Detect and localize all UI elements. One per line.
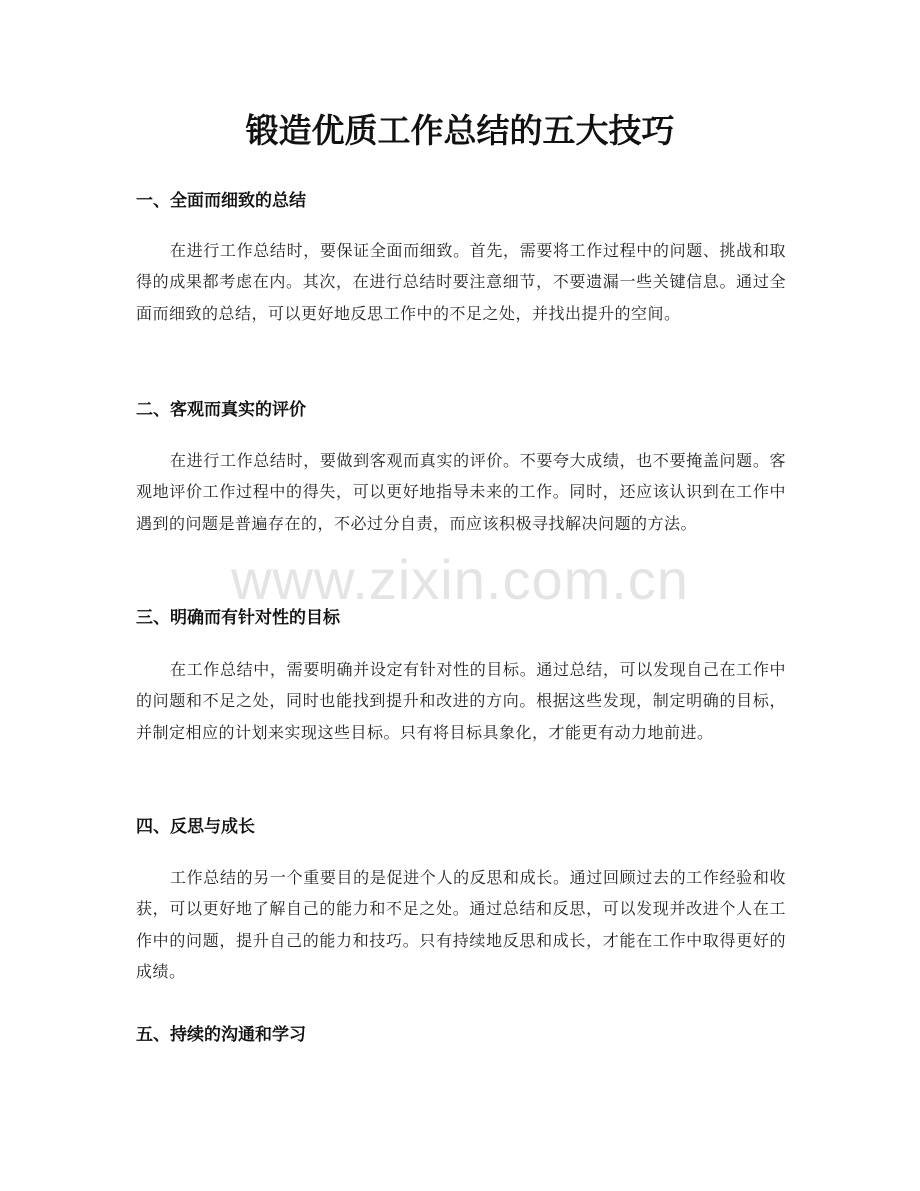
- section-body-3: 在工作总结中，需要明确并设定有针对性的目标。通过总结，可以发现自己在工作中的问题和不足之处，同时也能找到提升和改进的方向。根据这些发现，制定明确的目标，并制定相应的计划来实现这些目标。只有将目标具象化，才能更有动力地前进。: [136, 660, 786, 742]
- section-heading-5: 五、持续的沟通和学习: [136, 1025, 306, 1045]
- watermark-text: www.zixin.com.cn: [231, 548, 689, 611]
- section-heading-2: 二、客观而真实的评价: [136, 400, 306, 420]
- section-heading-1: 一、全面而细致的总结: [136, 191, 306, 211]
- section-heading-4: 四、反思与成长: [136, 817, 255, 837]
- section-body-4: 工作总结的另一个重要目的是促进个人的反思和成长。通过回顾过去的工作经验和收获，可以更好地了解自己的能力和不足之处。通过总结和反思，可以发现并改进个人在工作中的问题，提升自己的能力和技巧。只有持续地反思和成长，才能在工作中取得更好的成绩。: [136, 868, 786, 982]
- section-heading-3: 三、明确而有针对性的目标: [136, 608, 340, 628]
- document-title: 锻造优质工作总结的五大技巧: [245, 111, 675, 150]
- section-body-2: 在进行工作总结时，要做到客观而真实的评价。不要夸大成绩，也不要掩盖问题。客观地评价工作过程中的得失，可以更好地指导未来的工作。同时，还应该认识到在工作中遇到的问题是普遍存在的，不必过分自责，而应该积极寻找解决问题的方法。: [136, 451, 786, 533]
- section-body-1: 在进行工作总结时，要保证全面而细致。首先，需要将工作过程中的问题、挑战和取得的成果都考虑在内。其次，在进行总结时要注意细节，不要遗漏一些关键信息。通过全面而细致的总结，可以更好地反思工作中的不足之处，并找出提升的空间。: [136, 241, 786, 323]
